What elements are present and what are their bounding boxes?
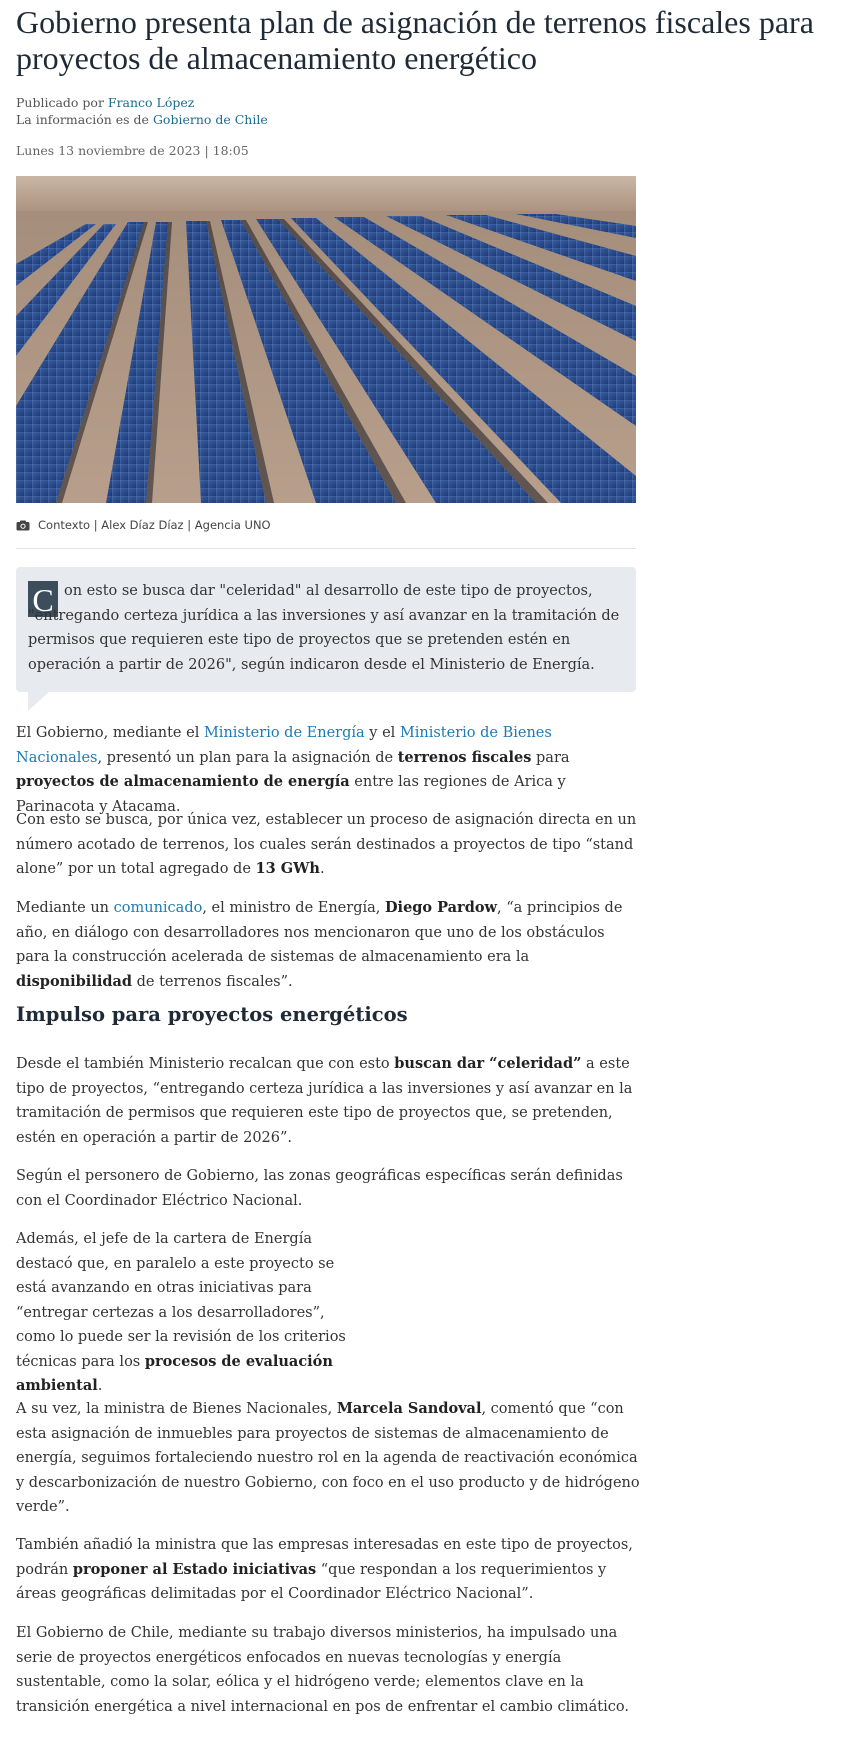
link-ministerio-bienes-nacionales[interactable]: Ministerio de Bienes Nacionales xyxy=(16,725,552,766)
lead-quote-box xyxy=(16,567,636,692)
paragraph-2: Con esto se busca, por única vez, establecer un proceso de asignación directa en un número acotado de terrenos, los cuales serán destinados a proyectos de tipo “stand alone” por un total agregado de 13 GWh. xyxy=(16,812,637,877)
paragraph-6: Además, el jefe de la cartera de Energía destacó que, en paralelo a este proyecto se está avanzando en otras iniciativas para “entregar certezas a los desarrolladores”, como lo puede ser la revisión de los criterios técnicas para los procesos de evaluación ambiental. xyxy=(16,1231,346,1394)
paragraph-9: El Gobierno de Chile, mediante su trabajo diversos ministerios, ha impulsado una serie de proyectos energéticos enfocados en nuevas tecnologías y energía sustentable, como la solar, eólica y el hidrógeno verde; elementos clave en la transición energética a nivel internacional en pos de enfrentar el cambio climático. xyxy=(16,1625,629,1715)
camera-icon xyxy=(16,520,30,531)
caption-text: Contexto | Alex Díaz Díaz | Agencia UNO xyxy=(38,518,271,532)
byline xyxy=(16,94,268,111)
paragraph-7: A su vez, la ministra de Bienes Nacionales, Marcela Sandoval, comentó que “con esta asignación de inmuebles para proyectos de sistemas de almacenamiento de energía, seguimos fortaleciendo nuestro rol en la agenda de reactivación económica y descarbonización de nuestro Gobierno, con foco en el uso producto y de hidrógeno verde”. xyxy=(16,1400,640,1515)
paragraph-5: Según el personero de Gobierno, las zonas geográficas específicas serán definidas con el Coordinador Eléctrico Nacional. xyxy=(16,1168,623,1209)
paragraph-4: Desde el también Ministerio recalcan que con esto buscan dar “celeridad” a este tipo de proyectos, “entregando certeza jurídica a las inversiones y así avanzar en la tramitación de permisos que requieren este tipo de proyectos que, se pretenden, estén en operación a partir de 2026”. xyxy=(16,1055,633,1146)
solar-panel-field-image xyxy=(16,176,636,503)
source-label: La información es de xyxy=(16,112,149,127)
paragraph-3: Mediante un comunicado, el ministro de Energía, Diego Pardow, “a principios de año, en diálogo con desarrolladores nos mencionaron que uno de los obstáculos para la construcción acelerada de sistemas de almacenamiento era la disponibilidad de terrenos fiscales”. xyxy=(16,899,623,990)
article-title: Gobierno presenta plan de asignación de terrenos fiscales para proyectos de almacenamiento energético xyxy=(16,4,814,76)
drop-cap: C xyxy=(28,581,58,617)
link-comunicado[interactable]: comunicado xyxy=(113,900,203,916)
quote-tail xyxy=(28,691,50,711)
link-ministerio-energia[interactable]: Ministerio de Energía xyxy=(203,725,365,741)
divider xyxy=(16,548,636,549)
source-line xyxy=(16,111,268,128)
paragraph-1: El Gobierno, mediante el Ministerio de Energía y el Ministerio de Bienes Nacionales, presentó un plan para la asignación de terrenos fiscales para proyectos de almacenamiento de energía entre las regiones de Arica y Parinacota y Atacama. xyxy=(16,725,570,815)
section-heading: Impulso para proyectos energéticos xyxy=(16,1003,408,1026)
hero-image xyxy=(16,176,636,503)
author-link[interactable]: Franco López xyxy=(107,95,195,110)
lead-quote-text: on esto se busca dar "celeridad" al desarrollo de este tipo de proyectos, "entregando certeza jurídica a las inversiones y así avanzar en la tramitación de permisos que requieren este tipo de proyectos que se pretenden estén en operación a partir de 2026", según indicaron desde el Ministerio de Energía. xyxy=(28,583,620,673)
image-caption xyxy=(16,518,271,532)
article-meta xyxy=(16,94,268,128)
paragraph-8: También añadió la ministra que las empresas interesadas en este tipo de proyectos, podrán proponer al Estado iniciativas “que respondan a los requerimientos y áreas geográficas delimitadas por el Coordinador Eléctrico Nacional”. xyxy=(16,1537,633,1602)
source-link[interactable]: Gobierno de Chile xyxy=(152,112,268,127)
published-by-label: Publicado por xyxy=(16,95,104,110)
article-date: Lunes 13 noviembre de 2023 | 18:05 xyxy=(16,143,249,158)
